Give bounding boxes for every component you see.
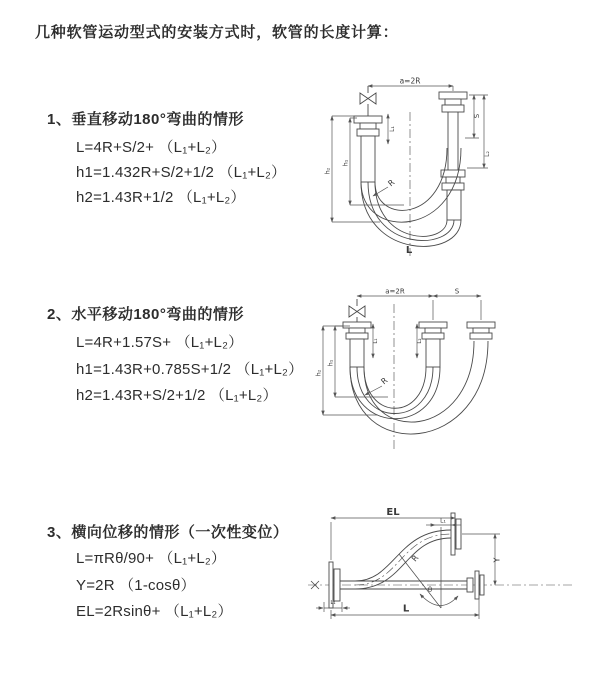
valve-icon	[360, 86, 376, 116]
diagram-horizontal-180	[308, 286, 600, 458]
section-3-heading: 3、横向位移的情形（一次性变位）	[47, 524, 289, 541]
diagram-vertical-180	[308, 70, 595, 262]
section-3-formula-L: L=πRθ/90+ （L₁+L₂）	[76, 550, 227, 567]
label-l1-bottom: L₁	[330, 600, 336, 606]
dim-span	[368, 86, 453, 91]
label-l: L	[402, 603, 410, 615]
section-1-formula-h1: h1=1.432R+S/2+1/2 （L₁+L₂）	[76, 164, 287, 181]
label-h2: h₂	[314, 369, 323, 377]
left-braided-hose	[361, 136, 375, 182]
angle-arc	[420, 594, 458, 606]
label-r: R	[386, 177, 397, 189]
section-1-formula-L: L=4R+S/2+ （L₁+L₂）	[76, 139, 227, 156]
label-el: EL	[386, 507, 400, 518]
dim-span	[357, 296, 481, 320]
section-3-formula-Y: Y=2R （1-cosθ）	[76, 577, 196, 594]
diagram-lateral-displacement	[298, 498, 600, 658]
left-braided-hose	[350, 339, 364, 367]
radius-construction-lines	[399, 527, 441, 608]
right-flange-lower	[467, 571, 484, 599]
left-flange	[354, 116, 382, 136]
right-flange-upper	[439, 92, 467, 112]
label-r: R	[409, 553, 421, 564]
left-flange	[343, 322, 371, 339]
label-l2: L₂	[484, 151, 491, 157]
label-l1: L₁	[389, 126, 396, 132]
section-1-heading: 1、垂直移动180°弯曲的情形	[47, 111, 244, 128]
label-y: Y	[492, 557, 502, 563]
valve-icon	[349, 299, 365, 322]
label-r: R	[379, 375, 390, 387]
dim-el	[331, 518, 455, 560]
section-2-formula-h1: h1=1.43R+0.785S+1/2 （L₁+L₂）	[76, 361, 304, 378]
section-2-heading: 2、水平移动180°弯曲的情形	[47, 306, 244, 323]
label-span: a=2R	[399, 76, 421, 86]
middle-braided-hose	[426, 339, 440, 367]
page-title: 几种软管运动型式的安装方式时，软管的长度计算：	[35, 24, 399, 41]
label-l1: L₁	[373, 338, 379, 344]
label-s: S	[473, 113, 481, 119]
section-2-formula-L: L=4R+1.57S+ （L₁+L₂）	[76, 334, 244, 351]
section-2-formula-h2: h2=1.43R+S/2+1/2 （L₁+L₂）	[76, 387, 278, 404]
label-span: a=2R	[385, 287, 405, 296]
right-flange	[467, 322, 495, 339]
hose-u-bends	[361, 148, 461, 246]
label-l1-top: L₁	[440, 517, 446, 525]
section-3-formula-EL: EL=2Rsinθ+ （L₁+L₂）	[76, 603, 233, 620]
right-pipe	[448, 112, 458, 170]
hose-u-bends	[350, 341, 488, 434]
label-theta: θ	[427, 586, 433, 594]
right-flange-upper	[451, 513, 461, 555]
label-l2: L₂	[417, 338, 423, 344]
label-h2: h₂	[323, 167, 332, 175]
label-l: L	[405, 245, 413, 256]
label-h1: h₁	[341, 159, 350, 167]
section-1-formula-h2: h2=1.43R+1/2 （L₁+L₂）	[76, 189, 246, 206]
label-s: S	[454, 287, 460, 296]
label-h1: h₁	[326, 359, 335, 367]
middle-flange	[419, 322, 447, 339]
